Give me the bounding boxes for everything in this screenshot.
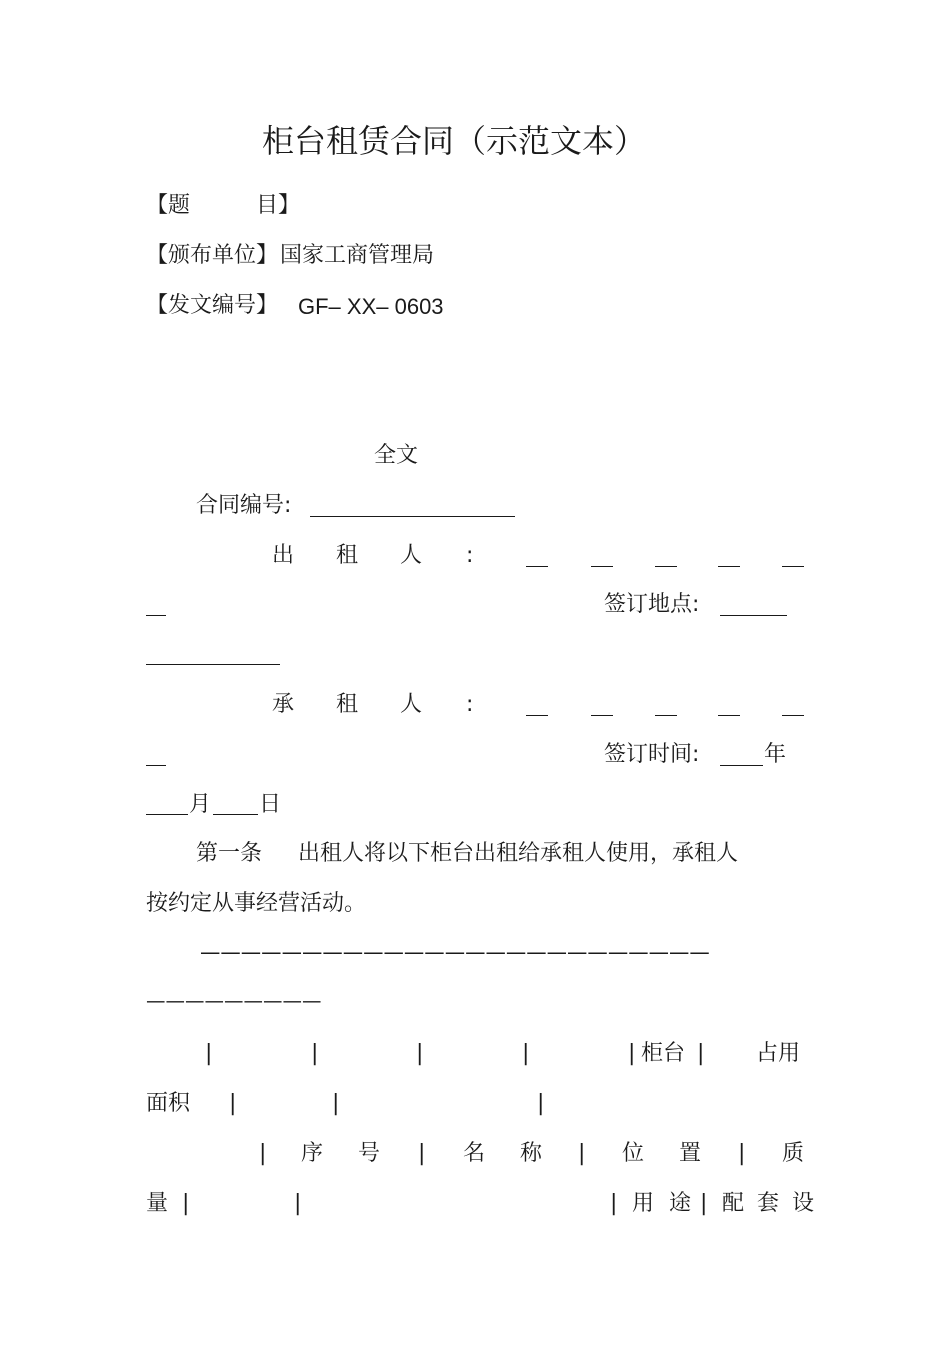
- article-1-text-line1: 出租人将以下柜台出租给承租人使用，承租人: [298, 841, 739, 866]
- lessor-blank-seg: [526, 566, 548, 567]
- lessor-blank-seg: [591, 566, 613, 567]
- docno-label: 【发文编号】: [146, 293, 279, 318]
- table-header-occupy: 占用: [756, 1041, 801, 1066]
- lessee-label-colon: :: [466, 692, 474, 717]
- contract-no-blank: [310, 516, 515, 517]
- table-pipe: |: [697, 1041, 705, 1066]
- table-pipe: |: [294, 1191, 302, 1216]
- table-pipe: |: [610, 1191, 618, 1216]
- lessee-label-char-3: 人: [400, 692, 423, 717]
- table-header-name: 名 称: [463, 1141, 556, 1166]
- table-pipe: |: [738, 1141, 746, 1166]
- lessor-label-char-2: 租: [336, 543, 359, 568]
- table-header-quality-b: 量: [146, 1191, 169, 1216]
- table-pipe: |: [522, 1041, 530, 1066]
- docno-value: GF– XX– 0603: [298, 294, 444, 319]
- lessee-blank-seg: [526, 715, 548, 716]
- document-title: 柜台租赁合同（示范文本）: [262, 122, 647, 160]
- table-pipe: |: [416, 1041, 424, 1066]
- lessee-blank-seg: [718, 715, 740, 716]
- table-pipe: |: [537, 1091, 545, 1116]
- table-pipe: |: [182, 1191, 190, 1216]
- table-header-position: 位 置: [622, 1141, 715, 1166]
- fulltext-heading: 全文: [374, 443, 419, 468]
- lessee-blank-seg: [655, 715, 677, 716]
- contract-no-label: 合同编号:: [196, 493, 292, 518]
- lessor-blank-seg: [655, 566, 677, 567]
- issuer-value: 国家工商管理局: [280, 243, 435, 268]
- issuer-label: 【颁布单位】: [146, 243, 279, 268]
- sign-year-blank: [720, 765, 763, 766]
- sign-place-label: 签订地点:: [604, 592, 700, 617]
- lessee-label-char-2: 租: [336, 692, 359, 717]
- table-dash-rule-2: —————————: [146, 989, 322, 1012]
- subject-label: 【题 目】: [146, 193, 301, 218]
- table-pipe: |: [259, 1141, 267, 1166]
- article-1-heading: 第一条: [196, 841, 263, 866]
- lessee-blank-seg: [782, 715, 804, 716]
- table-pipe: |: [205, 1041, 213, 1066]
- table-pipe: |: [700, 1191, 708, 1216]
- table-header-area: 面积: [146, 1091, 191, 1116]
- table-header-counter: 柜台: [641, 1041, 686, 1066]
- lessor-label-colon: :: [466, 543, 474, 568]
- lessor-label-char-1: 出: [272, 543, 295, 568]
- day-label: 日: [259, 792, 282, 817]
- sign-place-blank: [720, 615, 787, 616]
- lessor-label-char-3: 人: [400, 543, 423, 568]
- table-pipe: |: [628, 1041, 636, 1066]
- table-header-use: 用 途: [632, 1191, 695, 1216]
- table-pipe: |: [578, 1141, 586, 1166]
- table-header-seq: 序 号: [301, 1141, 394, 1166]
- lessee-blank-seg: [591, 715, 613, 716]
- sign-day-blank: [213, 814, 258, 815]
- table-header-quality-a: 质: [782, 1141, 805, 1166]
- sign-place-blank-cont: [146, 664, 280, 665]
- lessor-blank-seg: [146, 615, 166, 616]
- sign-time-label: 签订时间:: [604, 742, 700, 767]
- article-1-text-line2: 按约定从事经营活动。: [146, 891, 367, 916]
- lessee-label-char-1: 承: [272, 692, 295, 717]
- table-pipe: |: [311, 1041, 319, 1066]
- sign-month-blank: [146, 814, 188, 815]
- table-dash-rule-1: —————————————————————————: [200, 940, 710, 964]
- table-pipe: |: [229, 1091, 237, 1116]
- lessor-blank-seg: [718, 566, 740, 567]
- table-header-facilities: 配 套 设: [722, 1191, 817, 1216]
- lessor-blank-seg: [782, 566, 804, 567]
- lessee-blank-seg: [146, 765, 166, 766]
- table-pipe: |: [332, 1091, 340, 1116]
- year-label: 年: [764, 742, 787, 767]
- table-pipe: |: [418, 1141, 426, 1166]
- month-label: 月: [189, 792, 212, 817]
